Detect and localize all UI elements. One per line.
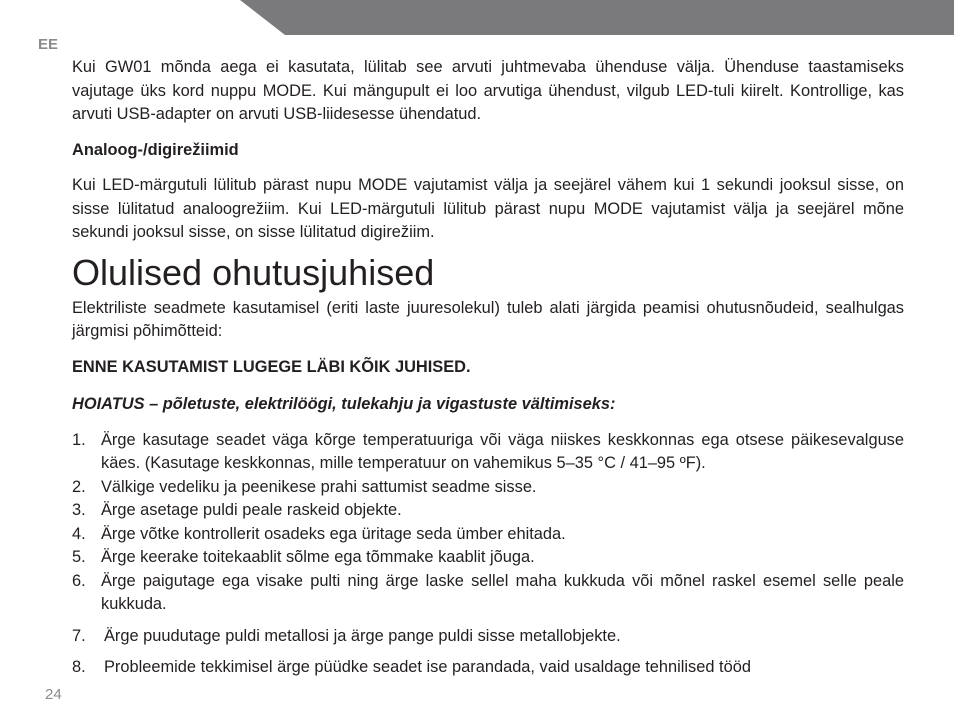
language-code: EE: [38, 36, 59, 53]
modes-heading: Analoog-/digirežiimid: [72, 140, 239, 159]
list-item: 1. Ärge kasutage seadet väga kõrge temperatuuriga või väga niiskes keskkonnas ega otsese päikesevalguse käes. (Kasutage keskkonnas, mille temperatuur on vahemikus 5–35 °C / 41–95 ºF).: [72, 430, 904, 472]
safety-intro: Elektriliste seadmete kasutamisel (eriti laste juuresolekul) tuleb alati järgida peamisi ohutusnõudeid, sealhulgas järgmisi põhimõtteid:: [72, 298, 904, 340]
list-item: 4. Ärge võtke kontrollerit osadeks ega üritage seda ümber ehitada.: [72, 524, 566, 543]
list-item: 3. Ärge asetage puldi peale raskeid objekte.: [72, 501, 402, 519]
intro-paragraph: Kui GW01 mõnda aega ei kasutata, lülitab see arvuti juhtmevaba ühenduse välja. Ühenduse taastamiseks vajutage üks kord nuppu MODE. Kui mängupult ei loo arvutiga ühendust, vilgub LED-tuli kiirelt. Kontrollige, kas arvuti USB-adapter on arvuti USB-liidesesse ühendatud.: [72, 58, 904, 123]
warning-heading: HOIATUS – põletuste, elektrilöögi, tulekahju ja vigastuste vältimiseks:: [72, 395, 616, 413]
safety-list: [72, 429, 904, 680]
safety-title: Olulised ohutusjuhised: [72, 251, 435, 293]
modes-paragraph: Kui LED-märgutuli lülitub pärast nupu MODE vajutamist välja ja seejärel vähem kui 1 sekundi jooksul sisse, on sisse lülitatud analoogrežiim. Kui LED-märgutuli lülitub pärast nupu MODE vajutamist välja ja seejärel mõne sekundi jooksul sisse, on sisse lülitatud digirežiim.: [72, 176, 904, 241]
list-item: 5. Ärge keerake toitekaablit sõlme ega tõmmake kaablit jõuga.: [72, 548, 535, 566]
list-item: 8. Probleemide tekkimisel ärge püüdke seadet ise parandada, vaid usaldage tehnilised tööd: [72, 658, 751, 676]
header-bar: [240, 0, 954, 35]
list-item: 2. Välkige vedeliku ja peenikese prahi sattumist seadme sisse.: [72, 477, 537, 496]
list-item: 7. Ärge puudutage puldi metallosi ja ärge pange puldi sisse metallobjekte.: [72, 626, 621, 645]
read-all-notice: ENNE KASUTAMIST LUGEGE LÄBI KÕIK JUHISED.: [72, 357, 471, 376]
page-number: 24: [45, 686, 62, 703]
document-body: [72, 56, 904, 680]
list-item: 6. Ärge paigutage ega visake pulti ning ärge laske sellel maha kukkuda või mõnel raskel esemel selle peale kukkuda.: [72, 571, 904, 613]
